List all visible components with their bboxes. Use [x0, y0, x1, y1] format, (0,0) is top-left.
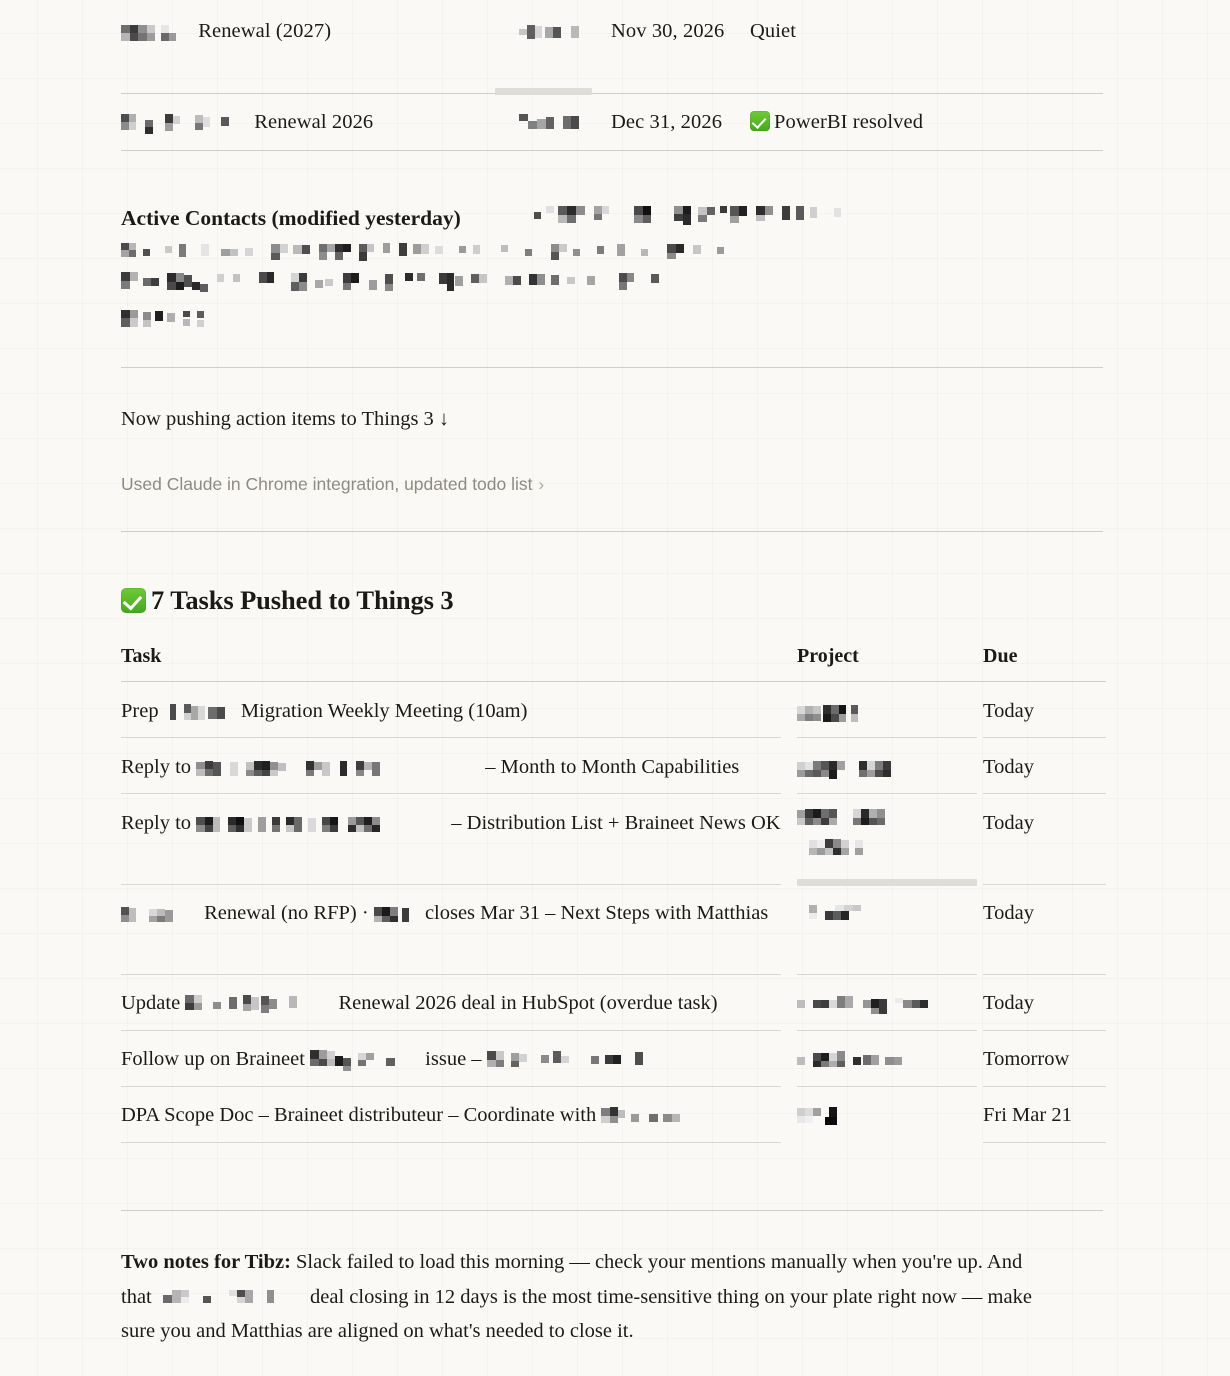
status-badge — [750, 105, 923, 139]
project-cell — [797, 896, 977, 930]
redacted-project — [797, 993, 933, 1015]
task-suffix-2: closes Mar 31 – Next Steps with Matthias — [424, 902, 769, 924]
row-divider — [121, 1142, 781, 1143]
scroll-indicator[interactable] — [495, 88, 592, 95]
redacted-text — [121, 270, 1001, 296]
deal-amount-cell — [519, 14, 585, 48]
deal-date-cell: Nov 30, 2026 — [611, 20, 725, 42]
deal-name-suffix: Renewal 2026 — [254, 111, 374, 133]
row-divider — [121, 1030, 781, 1031]
closing-note-label: Two notes for Tibz: — [121, 1251, 291, 1273]
row-divider — [797, 1030, 977, 1031]
task-cell — [121, 986, 781, 1020]
redacted-text — [121, 308, 281, 330]
row-divider — [797, 793, 977, 794]
row-divider — [797, 1086, 977, 1087]
row-divider — [121, 974, 781, 975]
row-divider — [983, 1142, 1106, 1143]
row-divider — [121, 1086, 781, 1087]
tool-use-note[interactable] — [121, 472, 544, 497]
task-prefix: DPA Scope Doc – Braineet distributeur – Coordinate with — [121, 1104, 597, 1126]
redacted-project — [797, 806, 905, 858]
row-divider — [121, 793, 781, 794]
deal-name-cell — [121, 14, 331, 48]
redacted-text — [164, 703, 236, 721]
task-prefix: Prep — [121, 700, 159, 722]
redacted-deal-name — [163, 1288, 299, 1308]
check-icon — [121, 588, 146, 613]
redacted-text-2 — [487, 1049, 697, 1071]
chevron-right-icon: › — [538, 475, 545, 494]
task-suffix: Renewal 2026 deal in HubSpot (overdue task) — [338, 992, 718, 1014]
redacted-text — [196, 759, 480, 777]
deal-date-cell: Dec 31, 2026 — [611, 111, 723, 133]
project-cell — [797, 1042, 977, 1076]
closing-note — [121, 1245, 1056, 1349]
task-suffix: Migration Weekly Meeting (10am) — [240, 700, 528, 722]
redacted-text — [121, 23, 193, 41]
redacted-text — [185, 994, 333, 1014]
row-divider — [121, 150, 1103, 151]
tool-use-note-label: Used Claude in Chrome integration, updated todo list — [121, 474, 533, 494]
column-header-task: Task — [121, 645, 162, 667]
due-cell: Today — [983, 756, 1034, 778]
due-cell: Today — [983, 812, 1034, 834]
row-divider — [797, 974, 977, 975]
row-divider — [121, 884, 781, 885]
redacted-project — [797, 1049, 917, 1071]
due-cell: Today — [983, 700, 1034, 722]
section-divider — [121, 531, 1103, 532]
task-prefix: Reply to — [121, 756, 192, 778]
row-divider — [121, 737, 781, 738]
redacted-project — [797, 903, 869, 925]
tasks-heading — [121, 583, 454, 617]
deal-name-cell — [121, 105, 373, 139]
task-suffix: – Distribution List + Braineet News OK — [451, 812, 781, 834]
task-cell — [121, 1098, 781, 1132]
redacted-text — [534, 204, 986, 226]
project-cell — [797, 750, 977, 784]
redacted-text — [121, 905, 199, 923]
row-divider — [983, 1086, 1106, 1087]
redacted-text — [121, 112, 249, 134]
row-divider — [121, 93, 1103, 94]
redacted-text — [601, 1106, 697, 1126]
status-text: PowerBI resolved — [774, 111, 924, 133]
row-divider — [983, 1030, 1106, 1031]
task-cell — [121, 806, 801, 840]
row-divider — [983, 737, 1106, 738]
task-suffix: – Month to Month Capabilities — [485, 756, 740, 778]
redacted-project — [797, 702, 875, 722]
row-divider — [983, 793, 1106, 794]
row-divider — [983, 974, 1106, 975]
due-cell: Tomorrow — [983, 1048, 1070, 1070]
task-suffix: Renewal (no RFP) · — [204, 902, 369, 924]
row-divider — [797, 737, 977, 738]
header-divider — [121, 681, 1106, 682]
due-cell: Fri Mar 21 — [983, 1104, 1072, 1126]
section-divider — [121, 1210, 1103, 1211]
closing-note-text-2: deal closing in 12 days is the most time-sensitive thing on your plate right now — make sure you and Matthias are aligned on what's needed to close it. — [121, 1285, 1032, 1342]
tasks-heading-text: 7 Tasks Pushed to Things 3 — [151, 585, 454, 615]
task-prefix: Reply to — [121, 812, 192, 834]
project-cell — [797, 986, 977, 1020]
check-icon — [750, 111, 770, 131]
section-divider — [121, 367, 1103, 368]
project-cell — [797, 694, 977, 728]
project-cell — [797, 1098, 977, 1132]
redacted-project — [797, 758, 903, 778]
deal-name-suffix: Renewal (2027) — [198, 20, 332, 42]
scroll-indicator[interactable] — [797, 879, 977, 886]
task-cell — [121, 750, 781, 784]
redacted-text — [121, 240, 1021, 264]
task-prefix: Follow up on Braineet — [121, 1048, 305, 1070]
task-cell — [121, 1042, 781, 1076]
status-badge: Quiet — [750, 20, 797, 42]
redacted-text — [310, 1049, 420, 1071]
deal-amount-cell — [519, 105, 585, 139]
active-contacts-heading: Active Contacts (modified yesterday) — [121, 206, 461, 230]
due-cell: Today — [983, 902, 1034, 924]
task-cell — [121, 694, 781, 728]
task-suffix: issue – — [425, 1048, 482, 1070]
row-divider — [983, 884, 1106, 885]
redacted-amount — [519, 113, 585, 133]
redacted-project — [797, 1105, 851, 1127]
task-cell — [121, 896, 801, 930]
transition-headline: Now pushing action items to Things 3 ↓ — [121, 408, 450, 430]
redacted-text — [196, 815, 446, 833]
project-cell — [797, 806, 977, 858]
redacted-text — [374, 905, 420, 923]
redacted-amount — [519, 23, 585, 41]
column-header-due: Due — [983, 645, 1018, 667]
column-header-project: Project — [797, 645, 859, 667]
due-cell: Today — [983, 992, 1034, 1014]
task-prefix: Update — [121, 992, 181, 1014]
closing-note-text-1: Slack failed to load this morning — check your mentions manually when you're up. And that — [121, 1251, 1023, 1308]
